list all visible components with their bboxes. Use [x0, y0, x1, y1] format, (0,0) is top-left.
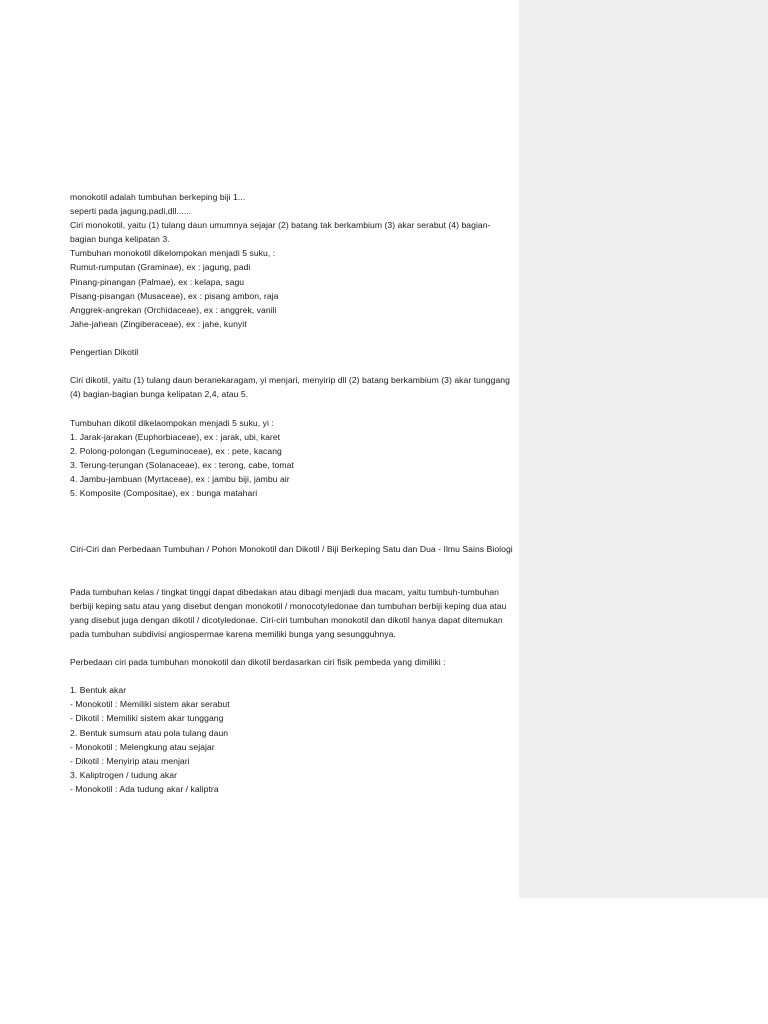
text-line: Tumbuhan monokotil dikelompokan menjadi 5 suku, :	[70, 248, 276, 259]
list-item: 4. Jambu-jambuan (Myrtaceae), ex : jambu biji, jambu air	[70, 473, 290, 484]
source-title: Ciri-Ciri dan Perbedaan Tumbuhan / Pohon Monokotil dan Dikotil / Biji Berkeping Satu dan Dua - Ilmu Sains Biologi	[70, 544, 513, 555]
list-item: 1. Bentuk akar	[70, 685, 127, 696]
list-item: - Dikotil : Menyirip atau menjari	[70, 755, 190, 766]
text-line: seperti pada jagung,padi,dll......	[70, 206, 192, 217]
text-line: Anggrek-angrekan (Orchidaceae), ex : anggrek, vanili	[70, 304, 277, 315]
text-line: Jahe-jahean (Zingiberaceae), ex : jahe, kunyit	[70, 318, 247, 329]
list-item: 1. Jarak-jarakan (Euphorbiaceae), ex : jarak, ubi, karet	[70, 431, 281, 442]
text-line: Ciri monokotil, yaitu (1) tulang daun umumnya sejajar (2) batang tak berkambium (3) akar serabut (4) bagian-bagian bunga kelipatan 3.	[70, 220, 491, 245]
list-item: 3. Kaliptrogen / tudung akar	[70, 769, 177, 780]
list-item: 2. Polong-polongan (Leguminoceae), ex : pete, kacang	[70, 445, 282, 456]
list-item: 5. Komposite (Compositae), ex : bunga matahari	[70, 487, 258, 498]
document-body	[70, 190, 515, 796]
text-line: monokotil adalah tumbuhan berkeping biji 1...	[70, 192, 246, 202]
text-line: Rumut-rumputan (Graminae), ex : jagung, padi	[70, 262, 251, 273]
list-item: 3. Terung-terungan (Solanaceae), ex : terong, cabe, tomat	[70, 459, 294, 470]
text-line: Pisang-pisangan (Musaceae), ex : pisang ambon, raja	[70, 290, 279, 301]
list-item: - Monokotil : Memiliki sistem akar serabut	[70, 699, 230, 710]
section-heading-dikotil: Pengertian Dikotil	[70, 347, 139, 358]
intro-paragraph: Pada tumbuhan kelas / tingkat tinggi dapat dibedakan atau dibagi menjadi dua macam, yaitu tumbuh-tumbuhan berbiji keping satu atau yang disebut dengan monokotil / monocotyledonae dan tumbuhan berbiji keping dua atau yang disebut juga dengan dikotil / dicotyledonae. Ciri-ciri tumbuhan monokotil dan dikotil hanya dapat ditemukan pada tumbuhan subdivisi angiospermae karena memiliki bunga yang sesungguhnya.	[70, 586, 507, 639]
list-item: - Monokotil : Melengkung atau sejajar	[70, 741, 215, 752]
perbedaan-intro: Perbedaan ciri pada tumbuhan monokotil dan dikotil berdasarkan ciri fisik pembeda yang dimiliki :	[70, 657, 446, 668]
text-line: Pinang-pinangan (Palmae), ex : kelapa, sagu	[70, 276, 245, 287]
text-line: Tumbuhan dikotil dikelaompokan menjadi 5 suku, yi :	[70, 417, 274, 428]
list-item: - Monokotil : Ada tudung akar / kaliptra	[70, 783, 219, 794]
comment-pane	[519, 0, 768, 898]
list-item: 2. Bentuk sumsum atau pola tulang daun	[70, 727, 229, 738]
list-item: - Dikotil : Memiliki sistem akar tunggang	[70, 713, 224, 724]
ciri-dikotil-paragraph: Ciri dikotil, yaitu (1) tulang daun beranekaragam, yi menjari, menyirip dll (2) batang berkambium (3) akar tunggang (4) bagian-bagian bunga kelipatan 2,4, atau 5.	[70, 375, 510, 400]
